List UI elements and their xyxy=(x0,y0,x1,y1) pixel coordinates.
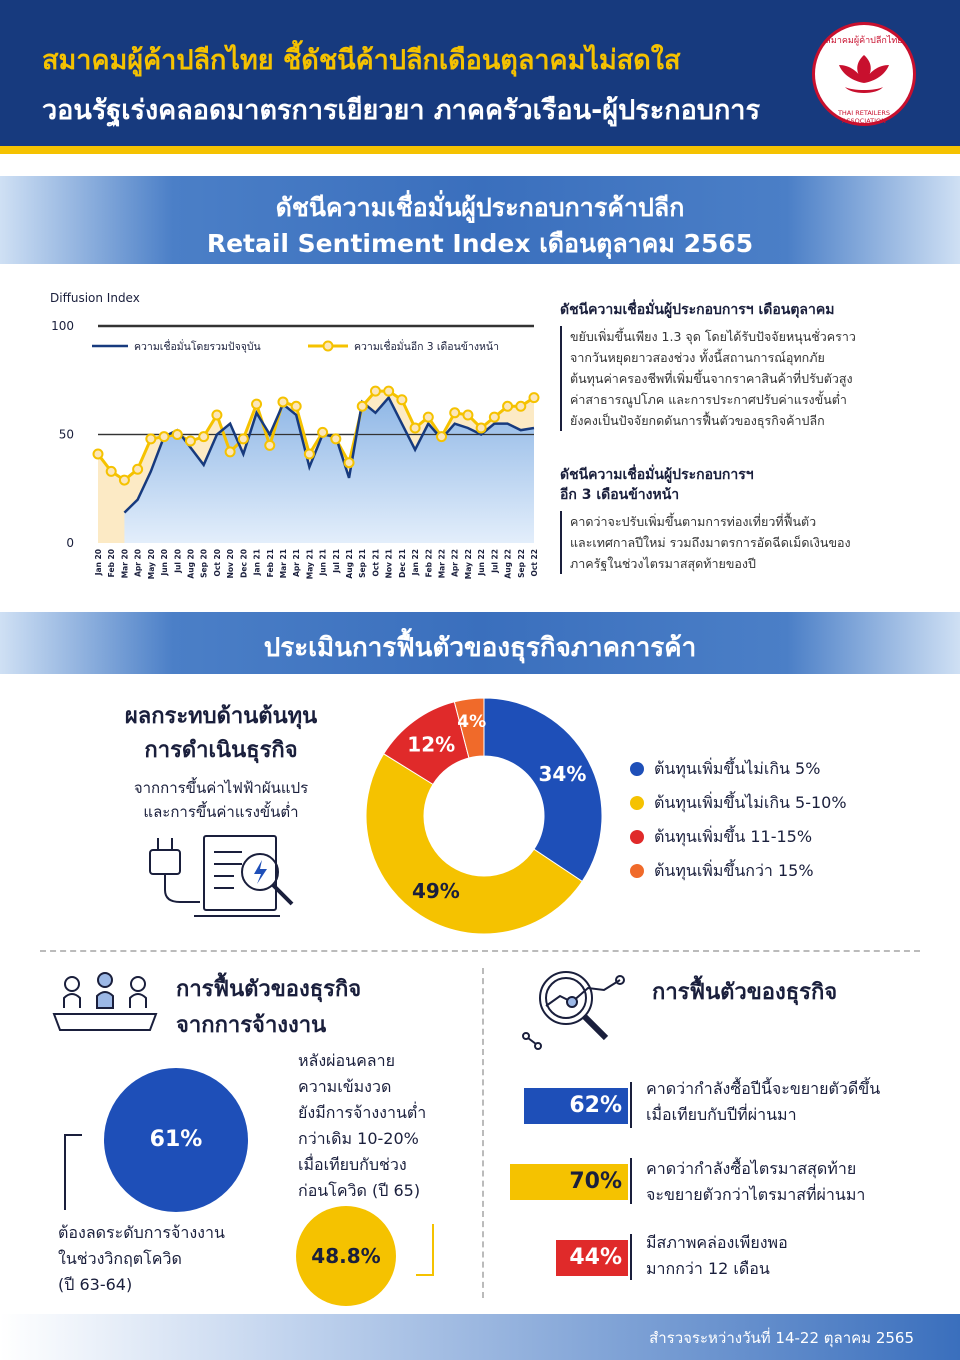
note2-body xyxy=(560,511,940,574)
forecast-point xyxy=(318,428,327,437)
employment-stat-48-8: 48.8% xyxy=(296,1206,396,1306)
stat-line: จะขยายตัวกว่าไตรมาสที่ผ่านมา xyxy=(646,1185,866,1204)
recovery-title: การฟื้นตัวของธุรกิจ xyxy=(652,980,838,1005)
horizontal-divider xyxy=(40,950,920,952)
x-tick-label: Dec 20 xyxy=(239,549,249,578)
forecast-point xyxy=(212,410,221,419)
bar-separator xyxy=(630,1082,632,1128)
forecast-point xyxy=(530,393,539,402)
x-tick-label: Oct 22 xyxy=(530,549,539,577)
x-tick-label: Jun 21 xyxy=(318,549,328,576)
x-tick-label: Jun 20 xyxy=(160,549,170,576)
chart-notes xyxy=(560,300,940,574)
note1-line: ขยับเพิ่มขึ้นเพียง 1.3 จุด โดยได้รับปัจจัยหนุนชั่วคราว xyxy=(570,329,856,344)
x-tick-label: Sep 20 xyxy=(199,549,209,578)
note1-line: ยังคงเป็นปัจจัยกดดันการฟื้นตัวของธุรกิจค้าปลีก xyxy=(570,413,825,428)
employment-text2-line: เมื่อเทียบกับช่วง xyxy=(298,1155,407,1174)
forecast-point xyxy=(199,432,208,441)
cost-title xyxy=(86,700,356,768)
employment-text2-line: หลังผ่อนคลาย xyxy=(298,1051,395,1070)
employment-title-line1: การฟื้นตัวของธุรกิจ xyxy=(176,977,362,1002)
legend-label: ต้นทุนเพิ่มขึ้น 11-15% xyxy=(654,826,813,846)
note1-line: จากวันหยุดยาวสองช่วง ทั้งนี้สถานการณ์อุทกภัย xyxy=(570,350,825,365)
subheadline: วอนรัฐเร่งคลอดมาตรการเยียวยา ภาคครัวเรือน-ผู้ประกอบการ xyxy=(42,95,760,126)
y-axis-label: Diffusion Index xyxy=(50,291,140,305)
forecast-point xyxy=(516,402,525,411)
x-tick-label: Jan 21 xyxy=(252,549,262,576)
x-tick-label: Aug 22 xyxy=(503,549,513,579)
section-title-line1: ดัชนีความเชื่อมั่นผู้ประกอบการค้าปลีก xyxy=(275,193,685,222)
section-banner-recovery xyxy=(0,612,960,674)
x-tick-label: Apr 21 xyxy=(292,549,302,577)
stat-line: คาดว่ากำลังซื้อปีนี้จะขยายตัวดีขึ้น xyxy=(646,1079,881,1098)
donut-slice xyxy=(484,698,602,881)
bar-separator xyxy=(630,1158,632,1204)
legend-forecast-label: ความเชื่อมั่นอีก 3 เดือนข้างหน้า xyxy=(354,341,499,353)
employment-text2 xyxy=(298,1048,426,1204)
employment-text2-line: ความเข้มงวด xyxy=(298,1077,392,1096)
x-tick-label: Jul 22 xyxy=(490,549,500,573)
forecast-point xyxy=(252,400,261,409)
employment-text2-line: ก่อนโควิด (ปี 65) xyxy=(298,1181,421,1200)
employment-text1-line: ในช่วงวิกฤตโควิด xyxy=(58,1249,182,1268)
x-tick-label: Nov 21 xyxy=(384,549,394,579)
donut-label: 34% xyxy=(538,761,587,786)
donut-label: 12% xyxy=(407,732,456,757)
note1-line: ต้นทุนค่าครองชีพที่เพิ่มขึ้นจากราคาสินค้าที่ปรับตัวสูง xyxy=(570,371,853,386)
x-tick-label: Aug 20 xyxy=(186,549,196,579)
x-tick-label: Sep 21 xyxy=(358,549,368,578)
note1-line: ค่าสาธารณูปโภค และการประกาศปรับค่าแรงขั้นต่ำ xyxy=(570,392,847,407)
forecast-point xyxy=(490,413,499,422)
forecast-point xyxy=(160,432,169,441)
legend-item xyxy=(630,752,847,786)
forecast-point xyxy=(384,387,393,396)
forecast-point xyxy=(305,450,314,459)
forecast-point xyxy=(278,397,287,406)
forecast-point xyxy=(463,410,472,419)
legend-item xyxy=(630,820,847,854)
bracket-line xyxy=(64,1134,82,1210)
note2 xyxy=(560,465,940,574)
note2-title-line1: ดัชนีความเชื่อมั่นผู้ประกอบการฯ xyxy=(560,467,754,483)
forecast-point xyxy=(331,434,340,443)
legend-dot-yellow xyxy=(630,796,644,810)
stat-text-62 xyxy=(646,1076,880,1128)
vertical-divider xyxy=(482,968,484,1298)
x-tick-label: May 22 xyxy=(463,549,473,580)
cost-sub-line2: และการขึ้นค่าแรงขั้นต่ำ xyxy=(143,803,299,821)
section2-title: ประเมินการฟื้นตัวของธุรกิจภาคการค้า xyxy=(263,633,697,663)
employment-title-line2: จากการจ้างงาน xyxy=(176,1013,327,1038)
note2-title-line2: อีก 3 เดือนข้างหน้า xyxy=(560,487,680,503)
sentiment-line-chart xyxy=(40,286,552,596)
stat-bar-44: 44% xyxy=(556,1240,628,1276)
note2-line: ภาครัฐในช่วงไตรมาสสุดท้ายของปี xyxy=(570,556,756,571)
forecast-point xyxy=(371,387,380,396)
forecast-point xyxy=(424,413,433,422)
forecast-point xyxy=(186,437,195,446)
forecast-point xyxy=(345,458,354,467)
header xyxy=(0,0,960,146)
x-tick-label: Oct 21 xyxy=(371,549,381,577)
employment-text1-line: (ปี 63-64) xyxy=(58,1275,133,1294)
x-tick-label: May 21 xyxy=(305,549,315,580)
legend-item xyxy=(630,786,847,820)
stat-line: มีสภาพคล่องเพียงพอ xyxy=(646,1233,788,1252)
x-tick-label: Mar 22 xyxy=(437,549,447,579)
employment-stat-61: 61% xyxy=(104,1068,248,1212)
x-tick-label: May 20 xyxy=(146,549,156,580)
legend-label: ต้นทุนเพิ่มขึ้นไม่เกิน 5% xyxy=(654,758,821,778)
stat-bar-62: 62% xyxy=(524,1088,628,1124)
x-tick-label: Sep 22 xyxy=(516,549,526,578)
forecast-point xyxy=(265,441,274,450)
bar-separator xyxy=(630,1234,632,1280)
stat-line: คาดว่ากำลังซื้อไตรมาสสุดท้าย xyxy=(646,1159,857,1178)
stat-text-70 xyxy=(646,1156,865,1208)
forecast-point xyxy=(358,402,367,411)
y-tick-label: 100 xyxy=(51,319,74,333)
employment-text2-line: ยังมีการจ้างงานต่ำ xyxy=(298,1103,427,1122)
stat-text-44 xyxy=(646,1230,788,1282)
forecast-point xyxy=(437,432,446,441)
cost-sub-line1: จากการขึ้นค่าไฟฟ้าผันแปร xyxy=(133,779,309,797)
employment-title xyxy=(176,972,361,1044)
x-tick-label: Feb 21 xyxy=(265,549,275,578)
cost-subtitle xyxy=(86,776,356,824)
association-logo xyxy=(812,22,916,126)
x-tick-label: Dec 21 xyxy=(397,549,407,578)
x-tick-label: Mar 20 xyxy=(120,549,130,579)
forecast-point xyxy=(411,423,420,432)
forecast-point xyxy=(292,402,301,411)
logo-text-top: สมาคมผู้ค้าปลีกไทย xyxy=(825,36,903,46)
legend-item xyxy=(630,854,847,888)
forecast-point xyxy=(133,465,142,474)
x-tick-label: Feb 22 xyxy=(424,549,434,578)
legend-current-label: ความเชื่อมั่นโดยรวมปัจจุบัน xyxy=(134,341,261,353)
x-tick-label: Jul 20 xyxy=(173,549,183,573)
forecast-point xyxy=(173,430,182,439)
legend-dot-red xyxy=(630,830,644,844)
stat-bar-70: 70% xyxy=(510,1164,628,1200)
forecast-point xyxy=(503,402,512,411)
x-tick-label: Jun 22 xyxy=(477,549,487,576)
x-tick-label: Jul 21 xyxy=(331,549,341,573)
legend-dot-orange xyxy=(630,864,644,878)
forecast-point xyxy=(107,467,116,476)
stat-line: เมื่อเทียบกับปีที่ผ่านมา xyxy=(646,1105,797,1124)
forecast-point xyxy=(146,434,155,443)
cost-donut-chart xyxy=(364,696,604,936)
x-tick-label: Nov 20 xyxy=(226,549,236,579)
meeting-people-icon xyxy=(50,970,160,1038)
y-tick-label: 50 xyxy=(58,427,74,442)
forecast-point xyxy=(94,450,103,459)
forecast-point xyxy=(477,423,486,432)
section-banner-index xyxy=(0,176,960,264)
forecast-point xyxy=(397,395,406,404)
legend-label: ต้นทุนเพิ่มขึ้นกว่า 15% xyxy=(654,860,814,880)
y-tick-label: 0 xyxy=(66,536,74,550)
note1-title: ดัชนีความเชื่อมั่นผู้ประกอบการฯ เดือนตุลาคม xyxy=(560,302,835,318)
cost-title-line2: การดำเนินธุรกิจ xyxy=(144,738,298,763)
x-tick-label: Jan 22 xyxy=(411,549,421,576)
x-tick-label: Jan 20 xyxy=(94,549,103,576)
note2-line: และเทศกาลปีใหม่ รวมถึงมาตรการอัดฉีดเม็ดเงินของ xyxy=(570,535,851,550)
x-tick-label: Apr 20 xyxy=(133,549,143,577)
note1-body xyxy=(560,326,940,431)
donut-label: 49% xyxy=(411,878,460,903)
x-tick-label: Mar 21 xyxy=(278,549,288,579)
donut-label: 4% xyxy=(457,711,487,732)
footer xyxy=(0,1314,960,1360)
note2-line: คาดว่าจะปรับเพิ่มขึ้นตามการท่องเที่ยวที่ฟื้นตัว xyxy=(570,514,817,529)
bracket-line xyxy=(416,1224,434,1276)
legend-dot-blue xyxy=(630,762,644,776)
x-tick-label: Apr 22 xyxy=(450,549,460,577)
forecast-point xyxy=(120,476,129,485)
logo-text-bottom: THAI RETAILERS ASSOCIATION xyxy=(837,109,891,125)
stat-line: มากกว่า 12 เดือน xyxy=(646,1259,770,1278)
legend-label: ต้นทุนเพิ่มขึ้นไม่เกิน 5-10% xyxy=(654,792,847,812)
x-tick-label: Aug 21 xyxy=(345,549,355,579)
electric-plug-bill-icon xyxy=(130,828,310,922)
cost-title-line1: ผลกระทบด้านต้นทุน xyxy=(124,704,318,729)
donut-legend xyxy=(630,752,847,888)
forecast-point xyxy=(450,408,459,417)
legend-forecast-marker xyxy=(324,342,333,351)
magnifier-network-icon xyxy=(520,966,640,1050)
section-title-line2: Retail Sentiment Index เดือนตุลาคม 2565 xyxy=(206,229,754,258)
forecast-point xyxy=(226,447,235,456)
survey-date: สำรวจระหว่างวันที่ 14-22 ตุลาคม 2565 xyxy=(649,1329,914,1347)
employment-text1-line: ต้องลดระดับการจ้างงาน xyxy=(58,1223,225,1242)
forecast-point xyxy=(239,434,248,443)
x-tick-label: Oct 20 xyxy=(212,549,222,577)
header-accent-bar xyxy=(0,146,960,154)
employment-text1 xyxy=(58,1220,225,1298)
headline: สมาคมผู้ค้าปลีกไทย ชี้ดัชนีค้าปลีกเดือนตุลาคมไม่สดใส xyxy=(42,45,681,76)
employment-text2-line: กว่าเดิม 10-20% xyxy=(298,1129,419,1148)
x-tick-label: Feb 20 xyxy=(107,549,117,578)
